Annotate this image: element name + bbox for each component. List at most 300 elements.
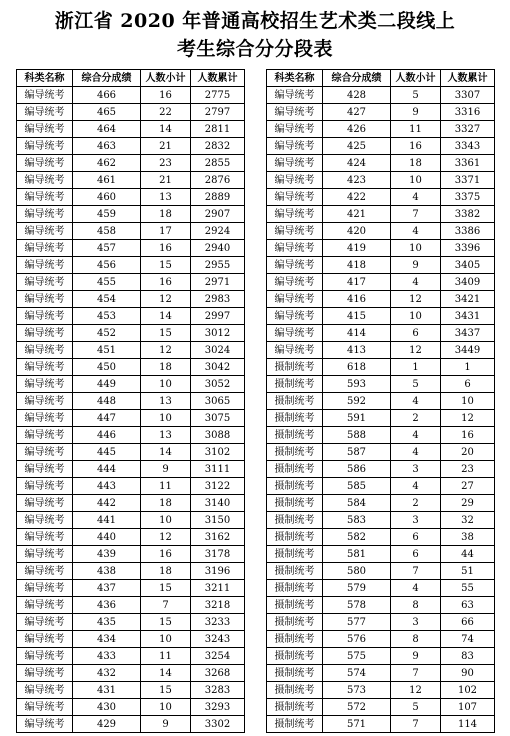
cumulative-cell: 3218 [191,597,245,614]
cumulative-cell: 3396 [441,240,495,257]
count-cell: 12 [141,529,191,546]
cumulative-cell: 3327 [441,121,495,138]
count-cell: 21 [141,138,191,155]
subject-cell: 编导统考 [267,325,323,342]
subject-cell: 编导统考 [17,529,73,546]
subject-cell: 编导统考 [17,138,73,155]
subject-cell: 编导统考 [17,427,73,444]
cumulative-cell: 3065 [191,393,245,410]
table-row [17,529,245,546]
cumulative-cell: 3268 [191,665,245,682]
score-cell: 433 [73,648,141,665]
score-cell: 452 [73,325,141,342]
page-subtitle: 考生综合分分段表 [176,38,333,60]
subject-cell: 编导统考 [17,274,73,291]
subject-cell: 编导统考 [267,104,323,121]
count-cell: 11 [141,648,191,665]
count-cell: 9 [141,461,191,478]
cumulative-cell: 3283 [191,682,245,699]
cumulative-cell: 38 [441,529,495,546]
cumulative-cell: 3343 [441,138,495,155]
count-cell: 10 [141,376,191,393]
table-row [267,512,495,529]
table-row [267,308,495,325]
score-cell: 454 [73,291,141,308]
table-row [267,104,495,121]
table-row [17,631,245,648]
table-row [17,614,245,631]
cumulative-cell: 2997 [191,308,245,325]
score-cell: 571 [323,716,391,733]
subject-cell: 编导统考 [17,699,73,716]
cumulative-cell: 2983 [191,291,245,308]
count-cell: 17 [141,223,191,240]
table-row [267,563,495,580]
subject-cell: 编导统考 [17,597,73,614]
subject-cell: 编导统考 [267,274,323,291]
count-cell: 21 [141,172,191,189]
count-cell: 10 [141,512,191,529]
count-cell: 3 [391,461,441,478]
table-row [17,359,245,376]
score-cell: 432 [73,665,141,682]
column-header: 科类名称 [17,70,73,87]
score-cell: 455 [73,274,141,291]
table-row [17,291,245,308]
count-cell: 8 [391,597,441,614]
count-cell: 4 [391,393,441,410]
cumulative-cell: 2907 [191,206,245,223]
table-row [267,325,495,342]
cumulative-cell: 16 [441,427,495,444]
score-cell: 430 [73,699,141,716]
score-cell: 592 [323,393,391,410]
cumulative-cell: 102 [441,682,495,699]
count-cell: 16 [141,87,191,104]
subject-cell: 编导统考 [17,308,73,325]
cumulative-cell: 2924 [191,223,245,240]
score-cell: 579 [323,580,391,597]
table-row [17,87,245,104]
subject-cell: 编导统考 [17,461,73,478]
table-row [267,580,495,597]
subject-cell: 编导统考 [267,155,323,172]
count-cell: 5 [391,699,441,716]
score-cell: 413 [323,342,391,359]
count-cell: 4 [391,580,441,597]
score-cell: 581 [323,546,391,563]
cumulative-cell: 3361 [441,155,495,172]
subject-cell: 编导统考 [17,121,73,138]
subject-cell: 编导统考 [267,257,323,274]
score-cell: 580 [323,563,391,580]
table-row [267,631,495,648]
cumulative-cell: 3243 [191,631,245,648]
score-cell: 460 [73,189,141,206]
count-cell: 10 [391,240,441,257]
score-cell: 572 [323,699,391,716]
table-row [17,325,245,342]
subject-cell: 编导统考 [17,580,73,597]
subject-cell: 编导统考 [267,189,323,206]
count-cell: 4 [391,223,441,240]
table-row [267,206,495,223]
cumulative-cell: 2971 [191,274,245,291]
subject-cell: 编导统考 [17,223,73,240]
score-table-right [266,69,495,733]
cumulative-cell: 2855 [191,155,245,172]
score-cell: 434 [73,631,141,648]
subject-cell: 编导统考 [17,546,73,563]
count-cell: 11 [141,478,191,495]
cumulative-cell: 3449 [441,342,495,359]
score-cell: 426 [323,121,391,138]
subject-cell: 摄制统考 [267,410,323,427]
score-cell: 438 [73,563,141,580]
count-cell: 13 [141,189,191,206]
cumulative-cell: 3307 [441,87,495,104]
table-row [17,597,245,614]
cumulative-cell: 3382 [441,206,495,223]
cumulative-cell: 3150 [191,512,245,529]
count-cell: 9 [391,104,441,121]
table-header-row [267,70,495,87]
score-cell: 448 [73,393,141,410]
cumulative-cell: 3211 [191,580,245,597]
cumulative-cell: 55 [441,580,495,597]
table-row [17,308,245,325]
subject-cell: 编导统考 [17,257,73,274]
subject-cell: 编导统考 [267,206,323,223]
cumulative-cell: 2797 [191,104,245,121]
count-cell: 10 [141,410,191,427]
table-row [17,172,245,189]
count-cell: 16 [141,546,191,563]
count-cell: 9 [141,716,191,733]
subject-cell: 摄制统考 [267,597,323,614]
score-cell: 582 [323,529,391,546]
cumulative-cell: 114 [441,716,495,733]
table-row [17,240,245,257]
cumulative-cell: 2940 [191,240,245,257]
score-cell: 450 [73,359,141,376]
count-cell: 6 [391,546,441,563]
count-cell: 7 [391,206,441,223]
score-cell: 446 [73,427,141,444]
score-cell: 588 [323,427,391,444]
table-row [267,291,495,308]
table-row [17,682,245,699]
score-cell: 419 [323,240,391,257]
cumulative-cell: 3122 [191,478,245,495]
subject-cell: 编导统考 [17,495,73,512]
subject-cell: 摄制统考 [267,665,323,682]
count-cell: 18 [141,563,191,580]
score-cell: 574 [323,665,391,682]
subject-cell: 摄制统考 [267,546,323,563]
column-header: 人数累计 [441,70,495,87]
score-cell: 436 [73,597,141,614]
table-row [17,410,245,427]
cumulative-cell: 3052 [191,376,245,393]
table-row [17,393,245,410]
subject-cell: 摄制统考 [267,376,323,393]
table-header-row [17,70,245,87]
table-row [267,410,495,427]
table-row [17,716,245,733]
count-cell: 7 [391,665,441,682]
score-cell: 439 [73,546,141,563]
table-row [267,546,495,563]
cumulative-cell: 3421 [441,291,495,308]
count-cell: 10 [141,631,191,648]
subject-cell: 编导统考 [17,478,73,495]
cumulative-cell: 3088 [191,427,245,444]
cumulative-cell: 107 [441,699,495,716]
score-cell: 457 [73,240,141,257]
table-row [267,427,495,444]
score-cell: 437 [73,580,141,597]
count-cell: 12 [391,291,441,308]
subject-cell: 摄制统考 [267,614,323,631]
cumulative-cell: 3196 [191,563,245,580]
count-cell: 15 [141,580,191,597]
count-cell: 1 [391,359,441,376]
subject-cell: 编导统考 [17,342,73,359]
cumulative-cell: 27 [441,478,495,495]
subject-cell: 摄制统考 [267,512,323,529]
score-cell: 443 [73,478,141,495]
table-row [17,104,245,121]
cumulative-cell: 3233 [191,614,245,631]
subject-cell: 编导统考 [17,444,73,461]
table-row [267,529,495,546]
count-cell: 9 [391,257,441,274]
column-header: 综合分成绩 [323,70,391,87]
score-cell: 584 [323,495,391,512]
score-cell: 423 [323,172,391,189]
subject-cell: 摄制统考 [267,529,323,546]
subject-cell: 编导统考 [267,172,323,189]
count-cell: 9 [391,648,441,665]
subject-cell: 编导统考 [17,325,73,342]
count-cell: 23 [141,155,191,172]
score-cell: 576 [323,631,391,648]
cumulative-cell: 12 [441,410,495,427]
score-cell: 414 [323,325,391,342]
table-row [267,172,495,189]
cumulative-cell: 66 [441,614,495,631]
table-row [267,240,495,257]
subject-cell: 编导统考 [17,563,73,580]
score-cell: 583 [323,512,391,529]
count-cell: 22 [141,104,191,121]
score-cell: 586 [323,461,391,478]
subject-cell: 编导统考 [17,291,73,308]
table-row [267,495,495,512]
cumulative-cell: 3102 [191,444,245,461]
count-cell: 6 [391,529,441,546]
count-cell: 4 [391,274,441,291]
score-cell: 428 [323,87,391,104]
count-cell: 11 [391,121,441,138]
table-row [17,546,245,563]
score-cell: 575 [323,648,391,665]
cumulative-cell: 3075 [191,410,245,427]
count-cell: 4 [391,478,441,495]
subject-cell: 摄制统考 [267,393,323,410]
count-cell: 10 [391,172,441,189]
score-cell: 441 [73,512,141,529]
table-row [267,189,495,206]
cumulative-cell: 1 [441,359,495,376]
score-cell: 587 [323,444,391,461]
score-cell: 424 [323,155,391,172]
table-row [267,257,495,274]
subject-cell: 编导统考 [267,342,323,359]
table-row [17,376,245,393]
cumulative-cell: 23 [441,461,495,478]
column-header: 综合分成绩 [73,70,141,87]
score-cell: 417 [323,274,391,291]
table-row [267,87,495,104]
subject-cell: 编导统考 [267,121,323,138]
count-cell: 4 [391,444,441,461]
table-row [267,342,495,359]
count-cell: 4 [391,189,441,206]
score-cell: 462 [73,155,141,172]
score-cell: 585 [323,478,391,495]
table-row [17,223,245,240]
cumulative-cell: 3254 [191,648,245,665]
count-cell: 18 [391,155,441,172]
subject-cell: 编导统考 [17,155,73,172]
cumulative-cell: 90 [441,665,495,682]
score-cell: 447 [73,410,141,427]
subject-cell: 摄制统考 [267,699,323,716]
count-cell: 15 [141,325,191,342]
subject-cell: 编导统考 [267,138,323,155]
count-cell: 5 [391,376,441,393]
subject-cell: 编导统考 [17,359,73,376]
score-cell: 451 [73,342,141,359]
subject-cell: 编导统考 [17,240,73,257]
subject-cell: 编导统考 [17,665,73,682]
score-cell: 422 [323,189,391,206]
cumulative-cell: 29 [441,495,495,512]
count-cell: 2 [391,410,441,427]
subject-cell: 摄制统考 [267,495,323,512]
score-cell: 466 [73,87,141,104]
subject-cell: 编导统考 [17,631,73,648]
count-cell: 5 [391,87,441,104]
cumulative-cell: 3012 [191,325,245,342]
table-row [267,223,495,240]
count-cell: 12 [141,342,191,359]
table-row [17,699,245,716]
table-row [267,665,495,682]
cumulative-cell: 2889 [191,189,245,206]
table-row [267,682,495,699]
score-cell: 464 [73,121,141,138]
table-row [267,614,495,631]
count-cell: 15 [141,682,191,699]
subject-cell: 编导统考 [17,410,73,427]
cumulative-cell: 6 [441,376,495,393]
cumulative-cell: 20 [441,444,495,461]
cumulative-cell: 3405 [441,257,495,274]
table-row [267,155,495,172]
score-cell: 421 [323,206,391,223]
table-row [267,138,495,155]
table-row [267,461,495,478]
count-cell: 18 [141,359,191,376]
count-cell: 3 [391,512,441,529]
subject-cell: 摄制统考 [267,716,323,733]
table-row [17,206,245,223]
table-row [17,274,245,291]
score-cell: 416 [323,291,391,308]
cumulative-cell: 3024 [191,342,245,359]
cumulative-cell: 83 [441,648,495,665]
cumulative-cell: 3293 [191,699,245,716]
subject-cell: 摄制统考 [267,444,323,461]
subject-cell: 编导统考 [17,512,73,529]
table-row [17,665,245,682]
count-cell: 18 [141,495,191,512]
table-row [267,444,495,461]
count-cell: 14 [141,444,191,461]
count-cell: 7 [141,597,191,614]
count-cell: 16 [141,274,191,291]
score-cell: 593 [323,376,391,393]
cumulative-cell: 3178 [191,546,245,563]
score-cell: 456 [73,257,141,274]
subject-cell: 摄制统考 [267,580,323,597]
table-row [267,393,495,410]
cumulative-cell: 74 [441,631,495,648]
subject-cell: 摄制统考 [267,648,323,665]
table-row [267,716,495,733]
subject-cell: 摄制统考 [267,461,323,478]
cumulative-cell: 2955 [191,257,245,274]
count-cell: 18 [141,206,191,223]
cumulative-cell: 3302 [191,716,245,733]
score-cell: 427 [323,104,391,121]
subject-cell: 摄制统考 [267,631,323,648]
score-cell: 465 [73,104,141,121]
count-cell: 7 [391,716,441,733]
score-cell: 431 [73,682,141,699]
count-cell: 4 [391,427,441,444]
cumulative-cell: 3042 [191,359,245,376]
subject-cell: 编导统考 [17,104,73,121]
count-cell: 10 [391,308,441,325]
page-title: 浙江省 2020 年普通高校招生艺术类二段线上 [54,10,456,32]
cumulative-cell: 2876 [191,172,245,189]
table-row [17,155,245,172]
table-row [17,138,245,155]
count-cell: 13 [141,393,191,410]
table-row [17,580,245,597]
table-row [17,121,245,138]
subject-cell: 编导统考 [17,189,73,206]
score-cell: 420 [323,223,391,240]
cumulative-cell: 2832 [191,138,245,155]
subject-cell: 编导统考 [17,87,73,104]
score-cell: 435 [73,614,141,631]
subject-cell: 编导统考 [267,223,323,240]
